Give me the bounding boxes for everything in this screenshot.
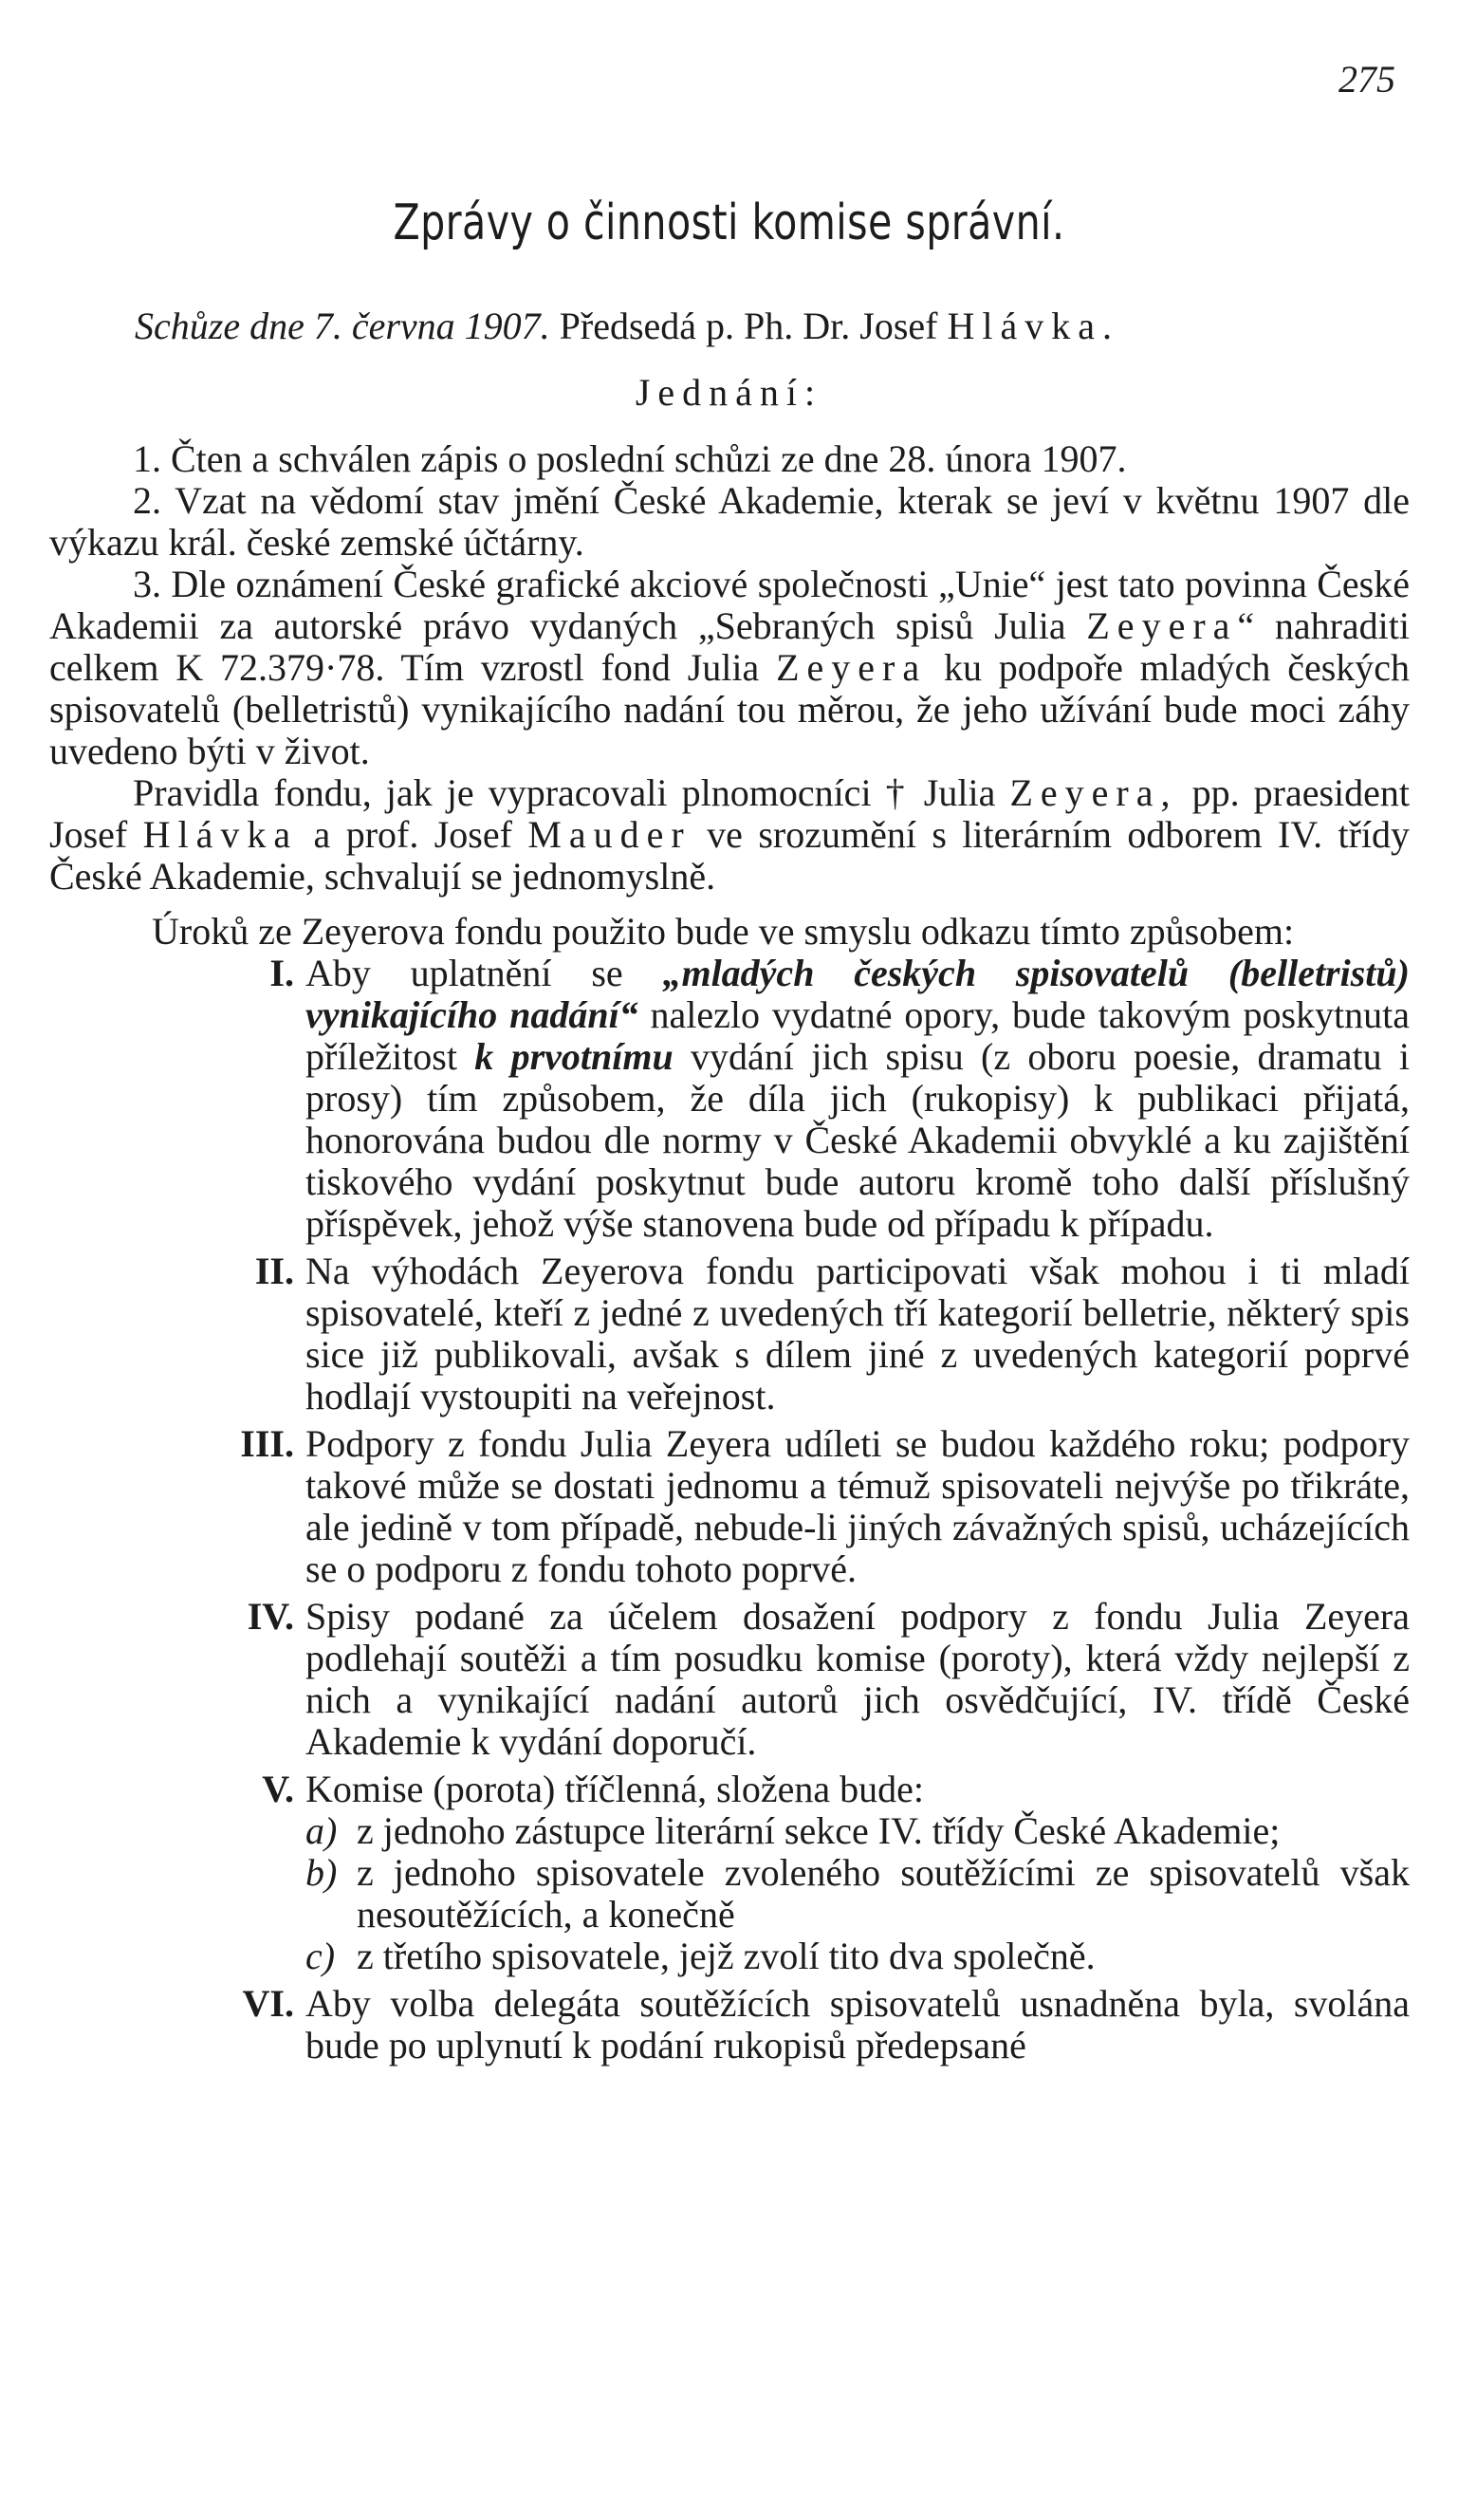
rule-emphasis: k prvotnímu [474, 1035, 674, 1078]
hlavka-name: Hlávka [142, 813, 299, 856]
session-chair: Předsedá p. Ph. Dr. Josef [559, 305, 938, 347]
sub-item [305, 1810, 1410, 1852]
rule-text: Na výhodách Zeyerova fondu participovati však mohou i ti mladí spisovatelé, kteří z jedné z uvedených tří kategorií belletrie, některý spis sice již publikovali, avšak s dílem jiné z uvedených kategorií poprvé hodlají vystoupiti na veřejnost. [305, 1250, 1410, 1418]
sub-item [305, 1852, 1410, 1936]
rules-list [49, 953, 1410, 2066]
document-body [49, 438, 1410, 2072]
pravidla-paragraph [49, 772, 1410, 898]
sub-item-mark: c) [305, 1935, 336, 1977]
sub-item-mark: a) [305, 1809, 338, 1852]
rule-text: Spisy podané za účelem dosažení podpory z fondu Julia Zeyera podlehají soutěži a tím posudku komise (poroty), která vždy nejlepší z nich a vynikající nadání autorů jich osvědčující, IV. třídě České Akademie k vydání doporučí. [305, 1595, 1410, 1763]
rule-item [49, 1251, 1410, 1418]
item-2: 2. Vzat na vědomí stav jmění České Akademie, kterak se jeví v květnu 1907 dle výkazu král. české zemské účtárny. [49, 479, 1410, 564]
item-3-part-a: 3. Dle oznámení České grafické akciové společnosti „Unie“ jest tato povinna České Akademii za autorské právo vydaných „Sebraných spisů Julia [49, 563, 1410, 647]
sub-item-text: z třetího spisovatele, jejž zvolí tito dva společně. [357, 1935, 1096, 1977]
section-heading-jednani: Jednání: [635, 371, 823, 414]
rule-text: Komise (porota) tříčlenná, složena bude: [305, 1768, 924, 1810]
sub-item [305, 1936, 1410, 1977]
rule-text: vydání jich spisu (z oboru poesie, dramatu i prosy) tím způsobem, že díla jich (rukopisy) k publikaci přijatá, honorována budou dle normy v České Akademii obvyklé a ku zajištění tiskového vydání poskytnut bude autoru kromě toho další příslušný příspěvek, jehož výše stanovena bude od případu k případu. [305, 1035, 1411, 1245]
rule-text: Aby uplatnění se [305, 952, 663, 994]
rule-number: III. [240, 1422, 294, 1465]
zeyer-name: Zeyera [1086, 604, 1238, 647]
item-3 [49, 564, 1410, 772]
session-chair-name: Hlávka. [947, 305, 1120, 347]
item-1: 1. Čten a schválen zápis o poslední schůzi ze dne 28. února 1907. [133, 437, 1127, 480]
sub-item-mark: b) [305, 1851, 338, 1894]
rule-item [49, 1769, 1410, 1977]
pravidla-part-a: Pravidla fondu, jak je vypracovali plnomocníci † Julia [133, 771, 996, 814]
zeyer-name: Zeyera, [1009, 771, 1178, 814]
rule-item [49, 1423, 1410, 1590]
rule-item [49, 1596, 1410, 1763]
rule-item [49, 1983, 1410, 2066]
sub-item-text: z jednoho spisovatele zvoleného soutěžícími ze spisovatelů však nesoutěžících, a konečně [357, 1851, 1410, 1936]
item-3-part-b: “ nahraditi celkem K 72.379·78. Tím vzrostl fond Julia [49, 604, 1411, 689]
uroku-paragraph: Úroků ze Zeyerova fondu použito bude ve smyslu odkazu tímto způsobem: [152, 910, 1295, 953]
item-3-part-c: ku podpoře mladých českých spisovatelů (belletristů) vynikajícího nadání tou měrou, že jeho užívání bude moci záhy uvedeno býti v život. [49, 646, 1411, 772]
rule-text: Aby volba delegáta soutěžících spisovatelů usnadněna byla, svolána bude po uplynutí k podání rukopisů předepsané [305, 1982, 1410, 2066]
page-number: 275 [1338, 58, 1395, 101]
rule-text: nalezlo vydatné opory, bude takovým poskytnuta příležitost [305, 993, 1410, 1078]
rule-number: VI. [242, 1982, 294, 2025]
zeyer-name: Zeyera [776, 646, 928, 689]
rule-number: II. [254, 1250, 294, 1292]
session-date: Schůze dne 7. června 1907. [135, 305, 550, 347]
rule-number: I. [269, 952, 294, 994]
rule-emphasis: „mladých českých spisovatelů (belletristů) vynikajícího nadání“ [305, 952, 1410, 1036]
rule-text: Podpory z fondu Julia Zeyera udíleti se budou každého roku; podpory takové může se dostati jednomu a témuž spisovateli nejvýše po třikráte, ale jedině v tom případě, nebude-li jiných závažných spisů, ucházejících se o podporu z fondu tohoto poprvé. [305, 1422, 1410, 1590]
rule-item [49, 953, 1410, 1245]
mauder-name: Mauder [527, 813, 692, 856]
pravidla-part-b: pp. praesident Josef [49, 771, 1411, 856]
sub-item-text: z jednoho zástupce literární sekce IV. třídy České Akademie; [357, 1809, 1281, 1852]
pravidla-part-c: a prof. Josef [313, 813, 512, 856]
rule-number: V. [262, 1768, 294, 1810]
session-line [135, 304, 1396, 348]
page-title: Zprávy o činnosti komise správní. [393, 195, 1065, 251]
pravidla-part-d: ve srozumění s literárním odborem IV. třídy České Akademie, schvalují se jednomyslně. [49, 813, 1411, 898]
rule-number: IV. [247, 1595, 294, 1638]
